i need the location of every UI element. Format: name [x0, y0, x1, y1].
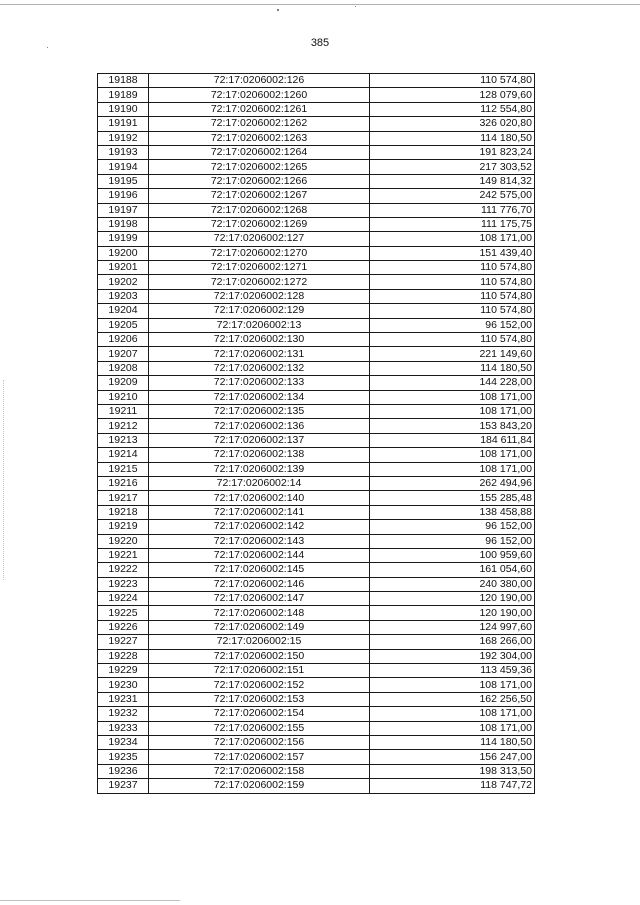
- table-row: [98, 764, 535, 778]
- cadastral-number: 72:17:0206002:142: [149, 520, 370, 534]
- row-number: 19206: [98, 333, 149, 347]
- cadastral-number: 72:17:0206002:150: [149, 649, 370, 663]
- row-number: 19237: [98, 779, 149, 793]
- cadastral-number: 72:17:0206002:137: [149, 433, 370, 447]
- table-row: [98, 174, 535, 188]
- cadastral-value: 100 959,60: [370, 548, 535, 562]
- scan-left-edge: [3, 380, 4, 580]
- cadastral-number: 72:17:0206002:1267: [149, 189, 370, 203]
- cadastral-number: 72:17:0206002:131: [149, 347, 370, 361]
- cadastral-value: 110 574,80: [370, 289, 535, 303]
- row-number: 19213: [98, 433, 149, 447]
- cadastral-value: 108 171,00: [370, 462, 535, 476]
- cadastral-value: 128 079,60: [370, 88, 535, 102]
- row-number: 19193: [98, 145, 149, 159]
- cadastral-value: 110 574,80: [370, 261, 535, 275]
- table-row: [98, 246, 535, 260]
- cadastral-value: 118 747,72: [370, 779, 535, 793]
- row-number: 19233: [98, 721, 149, 735]
- cadastral-number: 72:17:0206002:156: [149, 735, 370, 749]
- cadastral-number: 72:17:0206002:141: [149, 505, 370, 519]
- cadastral-value: 120 190,00: [370, 592, 535, 606]
- cadastral-value: 149 814,32: [370, 174, 535, 188]
- cadastral-value: 108 171,00: [370, 232, 535, 246]
- row-number: 19205: [98, 318, 149, 332]
- cadastral-value: 108 171,00: [370, 678, 535, 692]
- table-row: [98, 333, 535, 347]
- cadastral-value: 138 458,88: [370, 505, 535, 519]
- row-number: 19191: [98, 117, 149, 131]
- row-number: 19200: [98, 246, 149, 260]
- cadastral-number: 72:17:0206002:158: [149, 764, 370, 778]
- cadastral-value: 242 575,00: [370, 189, 535, 203]
- cadastral-number: 72:17:0206002:138: [149, 448, 370, 462]
- cadastral-value: 108 171,00: [370, 404, 535, 418]
- cadastral-number: 72:17:0206002:1266: [149, 174, 370, 188]
- row-number: 19234: [98, 735, 149, 749]
- row-number: 19229: [98, 664, 149, 678]
- row-number: 19212: [98, 419, 149, 433]
- cadastral-value: 151 439,40: [370, 246, 535, 260]
- cadastral-number: 72:17:0206002:1265: [149, 160, 370, 174]
- cadastral-value: 221 149,60: [370, 347, 535, 361]
- row-number: 19236: [98, 764, 149, 778]
- cadastral-value: 192 304,00: [370, 649, 535, 663]
- cadastral-number: 72:17:0206002:1260: [149, 88, 370, 102]
- row-number: 19228: [98, 649, 149, 663]
- scan-speck: [277, 9, 279, 11]
- cadastral-number: 72:17:0206002:148: [149, 606, 370, 620]
- row-number: 19214: [98, 448, 149, 462]
- cadastral-number: 72:17:0206002:149: [149, 620, 370, 634]
- table-row: [98, 721, 535, 735]
- row-number: 19207: [98, 347, 149, 361]
- page-number: 385: [310, 37, 330, 49]
- row-number: 19230: [98, 678, 149, 692]
- row-number: 19194: [98, 160, 149, 174]
- cadastral-value: 108 171,00: [370, 707, 535, 721]
- scan-bottom-border: [0, 900, 180, 901]
- table-row: [98, 664, 535, 678]
- table-row: [98, 520, 535, 534]
- cadastral-value: 110 574,80: [370, 304, 535, 318]
- cadastral-number: 72:17:0206002:1263: [149, 131, 370, 145]
- table-row: [98, 145, 535, 159]
- row-number: 19232: [98, 707, 149, 721]
- row-number: 19215: [98, 462, 149, 476]
- cadastral-number: 72:17:0206002:15: [149, 635, 370, 649]
- cadastral-value: 124 997,60: [370, 620, 535, 634]
- table-row: [98, 563, 535, 577]
- table-row: [98, 635, 535, 649]
- cadastral-value: 240 380,00: [370, 577, 535, 591]
- row-number: 19195: [98, 174, 149, 188]
- cadastral-value: 96 152,00: [370, 520, 535, 534]
- cadastral-number: 72:17:0206002:143: [149, 534, 370, 548]
- table-row: [98, 102, 535, 116]
- row-number: 19218: [98, 505, 149, 519]
- table-row: [98, 433, 535, 447]
- cadastral-number: 72:17:0206002:135: [149, 404, 370, 418]
- row-number: 19204: [98, 304, 149, 318]
- cadastral-value: 110 574,80: [370, 333, 535, 347]
- table-row: [98, 592, 535, 606]
- cadastral-value: 110 574,80: [370, 74, 535, 88]
- cadastral-number: 72:17:0206002:133: [149, 376, 370, 390]
- table-row: [98, 419, 535, 433]
- table-row: [98, 678, 535, 692]
- cadastral-value: 114 180,50: [370, 735, 535, 749]
- table-row: [98, 649, 535, 663]
- cadastral-number: 72:17:0206002:1264: [149, 145, 370, 159]
- cadastral-number: 72:17:0206002:136: [149, 419, 370, 433]
- cadastral-value: 112 554,80: [370, 102, 535, 116]
- table-row: [98, 74, 535, 88]
- row-number: 19220: [98, 534, 149, 548]
- table-row: [98, 361, 535, 375]
- cadastral-value: 153 843,20: [370, 419, 535, 433]
- cadastral-number: 72:17:0206002:1271: [149, 261, 370, 275]
- row-number: 19225: [98, 606, 149, 620]
- cadastral-value: 144 228,00: [370, 376, 535, 390]
- cadastral-number: 72:17:0206002:140: [149, 491, 370, 505]
- cadastral-number: 72:17:0206002:14: [149, 476, 370, 490]
- table-row: [98, 160, 535, 174]
- scan-speck: [355, 6, 356, 7]
- cadastral-number: 72:17:0206002:13: [149, 318, 370, 332]
- table-row: [98, 620, 535, 634]
- cadastral-number: 72:17:0206002:139: [149, 462, 370, 476]
- table-row: [98, 750, 535, 764]
- cadastral-number: 72:17:0206002:130: [149, 333, 370, 347]
- cadastral-value: 155 285,48: [370, 491, 535, 505]
- table-row: [98, 577, 535, 591]
- cadastral-number: 72:17:0206002:147: [149, 592, 370, 606]
- cadastral-value: 108 171,00: [370, 390, 535, 404]
- table-row: [98, 88, 535, 102]
- cadastral-number: 72:17:0206002:1272: [149, 275, 370, 289]
- row-number: 19221: [98, 548, 149, 562]
- cadastral-value: 162 256,50: [370, 692, 535, 706]
- row-number: 19189: [98, 88, 149, 102]
- row-number: 19223: [98, 577, 149, 591]
- cadastral-value: 113 459,36: [370, 664, 535, 678]
- row-number: 19199: [98, 232, 149, 246]
- cadastral-value: 168 266,00: [370, 635, 535, 649]
- cadastral-number: 72:17:0206002:153: [149, 692, 370, 706]
- cadastral-number: 72:17:0206002:1262: [149, 117, 370, 131]
- row-number: 19235: [98, 750, 149, 764]
- table-row: [98, 189, 535, 203]
- cadastral-number: 72:17:0206002:154: [149, 707, 370, 721]
- cadastral-value: 108 171,00: [370, 721, 535, 735]
- table-row: [98, 376, 535, 390]
- row-number: 19216: [98, 476, 149, 490]
- cadastral-number: 72:17:0206002:155: [149, 721, 370, 735]
- cadastral-value: 161 054,60: [370, 563, 535, 577]
- table-row: [98, 304, 535, 318]
- row-number: 19203: [98, 289, 149, 303]
- table-row: [98, 217, 535, 231]
- row-number: 19198: [98, 217, 149, 231]
- scan-top-border: [0, 4, 640, 5]
- cadastral-number: 72:17:0206002:146: [149, 577, 370, 591]
- cadastral-number: 72:17:0206002:128: [149, 289, 370, 303]
- cadastral-value: 96 152,00: [370, 318, 535, 332]
- row-number: 19222: [98, 563, 149, 577]
- table-row: [98, 735, 535, 749]
- cadastral-number: 72:17:0206002:145: [149, 563, 370, 577]
- cadastral-number: 72:17:0206002:1269: [149, 217, 370, 231]
- table-row: [98, 117, 535, 131]
- table-row: [98, 232, 535, 246]
- table-row: [98, 692, 535, 706]
- cadastral-value: 156 247,00: [370, 750, 535, 764]
- cadastral-value: 110 574,80: [370, 275, 535, 289]
- cadastral-value: 120 190,00: [370, 606, 535, 620]
- table-row: [98, 779, 535, 793]
- cadastral-number: 72:17:0206002:1270: [149, 246, 370, 260]
- cadastral-value: 326 020,80: [370, 117, 535, 131]
- cadastral-value: 111 776,70: [370, 203, 535, 217]
- row-number: 19208: [98, 361, 149, 375]
- cadastral-number: 72:17:0206002:129: [149, 304, 370, 318]
- table-row: [98, 203, 535, 217]
- cadastral-value: 108 171,00: [370, 448, 535, 462]
- cadastral-number: 72:17:0206002:152: [149, 678, 370, 692]
- row-number: 19231: [98, 692, 149, 706]
- cadastral-value: 262 494,96: [370, 476, 535, 490]
- cadastral-value: 114 180,50: [370, 361, 535, 375]
- table-row: [98, 534, 535, 548]
- table-row: [98, 275, 535, 289]
- cadastral-number: 72:17:0206002:1268: [149, 203, 370, 217]
- table-row: [98, 448, 535, 462]
- row-number: 19196: [98, 189, 149, 203]
- row-number: 19188: [98, 74, 149, 88]
- cadastral-number: 72:17:0206002:134: [149, 390, 370, 404]
- table-row: [98, 261, 535, 275]
- table-row: [98, 491, 535, 505]
- cadastral-value: 191 823,24: [370, 145, 535, 159]
- row-number: 19201: [98, 261, 149, 275]
- table-row: [98, 131, 535, 145]
- cadastral-value: 198 313,50: [370, 764, 535, 778]
- table-row: [98, 707, 535, 721]
- cadastral-value: 111 175,75: [370, 217, 535, 231]
- table-row: [98, 289, 535, 303]
- table-body: [98, 74, 535, 794]
- row-number: 19202: [98, 275, 149, 289]
- cadastral-number: 72:17:0206002:132: [149, 361, 370, 375]
- table-row: [98, 404, 535, 418]
- cadastral-number: 72:17:0206002:157: [149, 750, 370, 764]
- row-number: 19224: [98, 592, 149, 606]
- table-row: [98, 462, 535, 476]
- cadastral-number: 72:17:0206002:126: [149, 74, 370, 88]
- table-row: [98, 606, 535, 620]
- row-number: 19192: [98, 131, 149, 145]
- row-number: 19197: [98, 203, 149, 217]
- row-number: 19219: [98, 520, 149, 534]
- row-number: 19226: [98, 620, 149, 634]
- row-number: 19210: [98, 390, 149, 404]
- cadastral-value: 114 180,50: [370, 131, 535, 145]
- cadastral-number: 72:17:0206002:1261: [149, 102, 370, 116]
- cadastral-number: 72:17:0206002:159: [149, 779, 370, 793]
- cadastral-number: 72:17:0206002:127: [149, 232, 370, 246]
- cadastral-value: 96 152,00: [370, 534, 535, 548]
- row-number: 19190: [98, 102, 149, 116]
- row-number: 19217: [98, 491, 149, 505]
- row-number: 19227: [98, 635, 149, 649]
- table-row: [98, 390, 535, 404]
- row-number: 19209: [98, 376, 149, 390]
- table-row: [98, 548, 535, 562]
- cadastral-table: [97, 73, 535, 794]
- cadastral-number: 72:17:0206002:151: [149, 664, 370, 678]
- cadastral-value: 184 611,84: [370, 433, 535, 447]
- cadastral-number: 72:17:0206002:144: [149, 548, 370, 562]
- table-row: [98, 505, 535, 519]
- table-row: [98, 347, 535, 361]
- cadastral-value: 217 303,52: [370, 160, 535, 174]
- row-number: 19211: [98, 404, 149, 418]
- table-row: [98, 476, 535, 490]
- table-row: [98, 318, 535, 332]
